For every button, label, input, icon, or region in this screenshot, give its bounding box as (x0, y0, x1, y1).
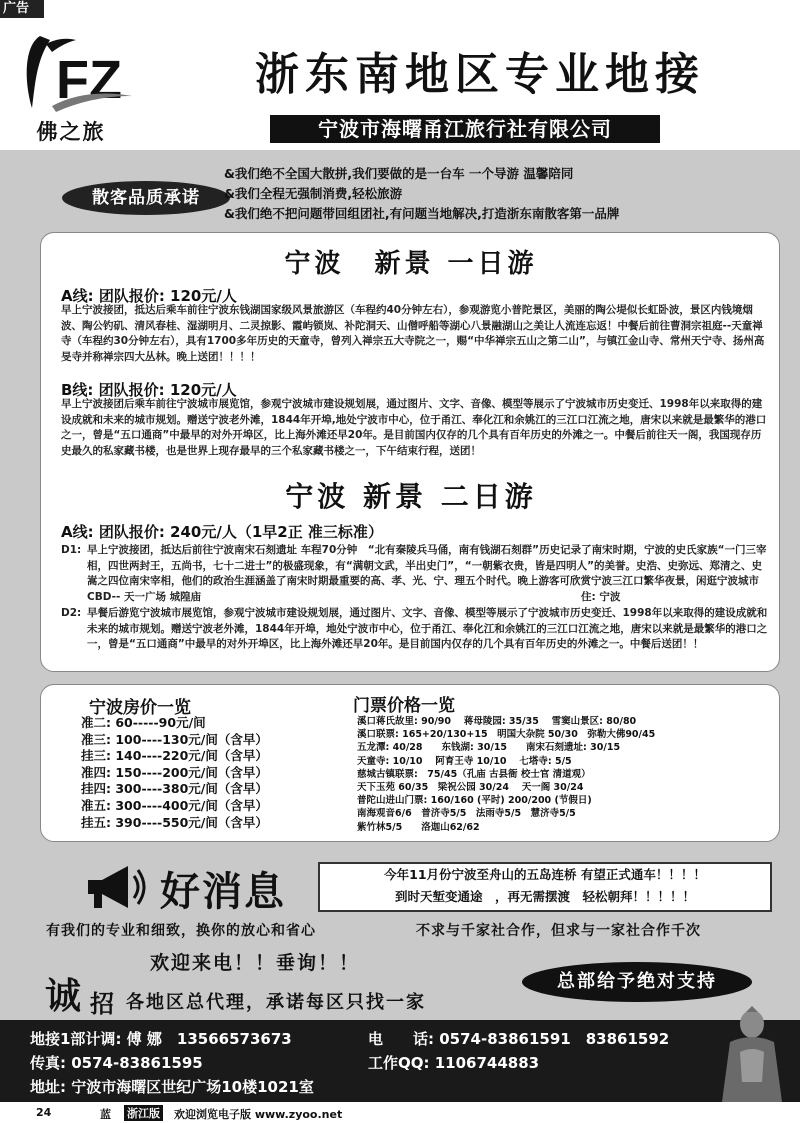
tour2-title: 宁波 新景 二日游 (285, 480, 537, 513)
ticket-item: 天童寺: 10/10 阿育王寺 10/10 七塔寺: 5/5 (357, 755, 572, 767)
ticket-item: 五龙潭: 40/28 东钱湖: 30/15 南宋石刻遗址: 30/15 (357, 742, 621, 754)
main-title: 浙东南地区专业地接 (255, 49, 705, 100)
promise-item: &我们绝不把问题带回组团社,有问题当地解决,打造浙东南散客第一品牌 (224, 206, 620, 221)
contact-bar (0, 1020, 800, 1102)
company-name: 宁波市海曙甬江旅行社有限公司 (270, 115, 660, 143)
welcome-text: 欢迎来电！！垂询！！ (150, 952, 361, 974)
promise-badge: 散客品质承诺 (62, 181, 230, 215)
tour1-lineA-head: A线: 团队报价: 120元/人 (61, 287, 237, 305)
tour1-lineB-head: B线: 团队报价: 120元/人 (61, 381, 237, 399)
ticket-item: 普陀山进山门票: 160/160 (平时) 200/200 (节假日) (357, 795, 592, 807)
edition-badge: 浙江版 (124, 1105, 163, 1121)
support-badge: 总部给予绝对支持 (522, 962, 752, 1002)
hotel-item: 准二: 60-----90元/间 (81, 715, 206, 730)
zhao-char: 招 (90, 990, 114, 1018)
prices-box (40, 684, 780, 842)
ticket-item: 溪口联票: 165+20/130+15 明国大杂院 50/30 弥勒大佛90/45 (357, 729, 656, 741)
guanyin-statue-icon (712, 1002, 792, 1102)
tour2-d1-stay: 住: 宁波 (581, 591, 621, 603)
slogan-right: 不求与千家社合作，但求与一家社合作千次 (416, 923, 701, 939)
hotel-title: 宁波房价一览 (89, 698, 191, 718)
page-color: 蓝 (100, 1108, 111, 1121)
hotel-item: 准三: 100----130元/间（含早） (81, 731, 268, 747)
contact-address: 地址: 宁波市海曙区世纪广场10楼1021室 (30, 1078, 314, 1096)
ad-tag: 广告 (0, 0, 44, 18)
tour2-d2-label: D2: (61, 607, 82, 619)
news-line: 今年11月份宁波至舟山的五岛连桥 有望正式通车！！！！ (384, 867, 706, 882)
svg-text:FZ: FZ (56, 50, 122, 110)
contact-dept1: 地接1部计调: 傅 娜 13566573673 (30, 1030, 292, 1048)
contact-phone: 电 话: 0574-83861591 83861592 (368, 1030, 670, 1048)
promise-list (224, 164, 794, 224)
tour1-title: 宁波 新景 一日游 (284, 249, 538, 279)
promise-item: &我们绝不全国大散拼,我们要做的是一台车 一个导游 温馨陪同 (224, 166, 574, 181)
ticket-item: 溪口蒋氏故里: 90/90 蒋母陵园: 35/35 雪窦山景区: 80/80 (357, 716, 637, 727)
ticket-item: 紫竹林5/5 洛迦山62/62 (357, 821, 480, 833)
logo-mark-icon (6, 26, 136, 116)
hotel-item: 挂三: 140----220元/间（含早） (81, 748, 268, 764)
contact-qq: 工作QQ: 1106744883 (368, 1054, 540, 1072)
tour1-lineB-text: 早上宁波接团后乘车前往宁波城市展览馆，参观宁波城市建设规划展，通过图片、文字、音像、模型等展示了宁波城市历史变迁、1998年以来取得的建设成就和未来的城市规划。赠送宁波老外滩，1844年开埠,地处宁波市中心，位于甬江、奉化江和余姚江的三江口江流之地，唐宋以来就是最繁华的港口之一，曾是“五口通商”中最早的对外开埠区，比上海外滩还早20年。是目前国内仅存的几个具有百年历史的外滩之一。中餐后前往天一阁，我国现存历史最久的私家藏书楼，也是世界上现存最早的三个私家藏书楼之一，下午结束行程，送团！ (61, 398, 767, 457)
tour2-d1-label: D1: (61, 544, 82, 556)
logo-text: 佛之旅 (36, 120, 106, 144)
hotel-list (81, 715, 268, 831)
tour2-lineA-head: A线: 团队报价: 240元/人（1早2正 准三标准） (61, 523, 383, 541)
hotel-item: 准四: 150----200元/间（含早） (81, 764, 268, 780)
footer (0, 1103, 800, 1123)
page-number: 24 (36, 1106, 52, 1119)
company-logo (6, 26, 136, 146)
ticket-item: 慈城古镇联票: 75/45（孔庙 古县衙 校士官 清道观） (357, 768, 591, 780)
promise-item: &我们全程无强制消费,轻松旅游 (224, 186, 403, 201)
news-line: 到时天堑变通途 ，再无需摆渡 轻松朝拜！！！！！ (394, 889, 695, 904)
header (0, 20, 800, 147)
tour2-d2-text: 早餐后游览宁波城市展览馆，参观宁波城市建设规划展，通过图片、文字、音像、模型等展示了宁波城市历史变迁、1998年以来取得的建设成就和未来的城市规划。赠送宁波老外滩，1844年开埠，地处宁波市中心，位于甬江、奉化江和余姚江的三江口江流之地，唐宋以来就是最繁华的港口之一，曾是“五口通商”中最早的对外开埠区，比上海外滩还早20年。是目前国内仅存的几个具有百年历史的外滩之一。中餐后送团！！ (87, 607, 768, 650)
site-link[interactable]: 欢迎浏览电子版 www.zyoo.net (174, 1108, 343, 1121)
hotel-item: 挂四: 300----380元/间（含早） (81, 781, 268, 797)
tour2-d1-text: 早上宁波接团，抵达后前往宁波南宋石刻遗址 车程70分钟 “北有秦陵兵马俑，南有钱湖石刻群”历史记录了南宋时期，宁波的史氏家族“一门三宰相，四世两封王，五尚书，七十二进士”的极盛现象，有“满朝文武，半出史门”，“一朝紫衣贵，皆是四明人”的美誉。史浩、史弥远、郑清之、史嵩之四位南宋宰相，他们的政治生涯涵盖了南宋时期最重要的高、孝、光、宁、理五个时代。晚上游客可欣赏宁波三江口繁华夜景，闲逛宁波城市CBD-- 天一广场 城隍庙 (87, 544, 767, 603)
contact-fax: 传真: 0574-83861595 (30, 1054, 203, 1072)
megaphone-icon (84, 862, 148, 912)
ticket-list (357, 715, 655, 834)
ticket-item: 天下玉苑 60/35 梁祝公园 30/24 天一阁 30/24 (357, 782, 584, 794)
news-box (318, 862, 772, 912)
hotel-item: 准五: 300----400元/间（含早） (81, 797, 268, 813)
ticket-title: 门票价格一览 (353, 696, 455, 716)
agent-text: 各地区总代理，承诺每区只找一家 (126, 992, 426, 1013)
tours-box (40, 232, 780, 672)
cheng-char: 诚 (45, 976, 82, 1017)
hotel-item: 挂五: 390----550元/间（含早） (81, 814, 268, 830)
ticket-item: 南海观音6/6 普济寺5/5 法雨寺5/5 慧济寺5/5 (357, 808, 576, 820)
slogan-left: 有我们的专业和细致，换你的放心和省心 (46, 923, 316, 939)
tour1-lineA-text: 早上宁波接团，抵达后乘车前往宁波东钱湖国家级风景旅游区（车程约40分钟左右），参观游览小普陀景区，美丽的陶公堤似长虹卧波，景区内钱境烟波、陶公钓矶、清风春桂、湿湖明月、二灵掠影、霞屿锁岚、补陀洞天、山僧呼船等湖心八景融湖山之美让人流连忘返！中餐后前往曹洞宗祖庭--天童禅寺（车程约30分钟左右），具有1700多年历史的天童寺，曾列入禅宗五大寺院之一，赐“中华禅宗五山之第二山”，与镇江金山寺、常州天宁寺、扬州高旻寺并称禅宗四大丛林。晚上送团！！！！ (61, 304, 765, 363)
news-label: 好消息 (160, 869, 286, 915)
